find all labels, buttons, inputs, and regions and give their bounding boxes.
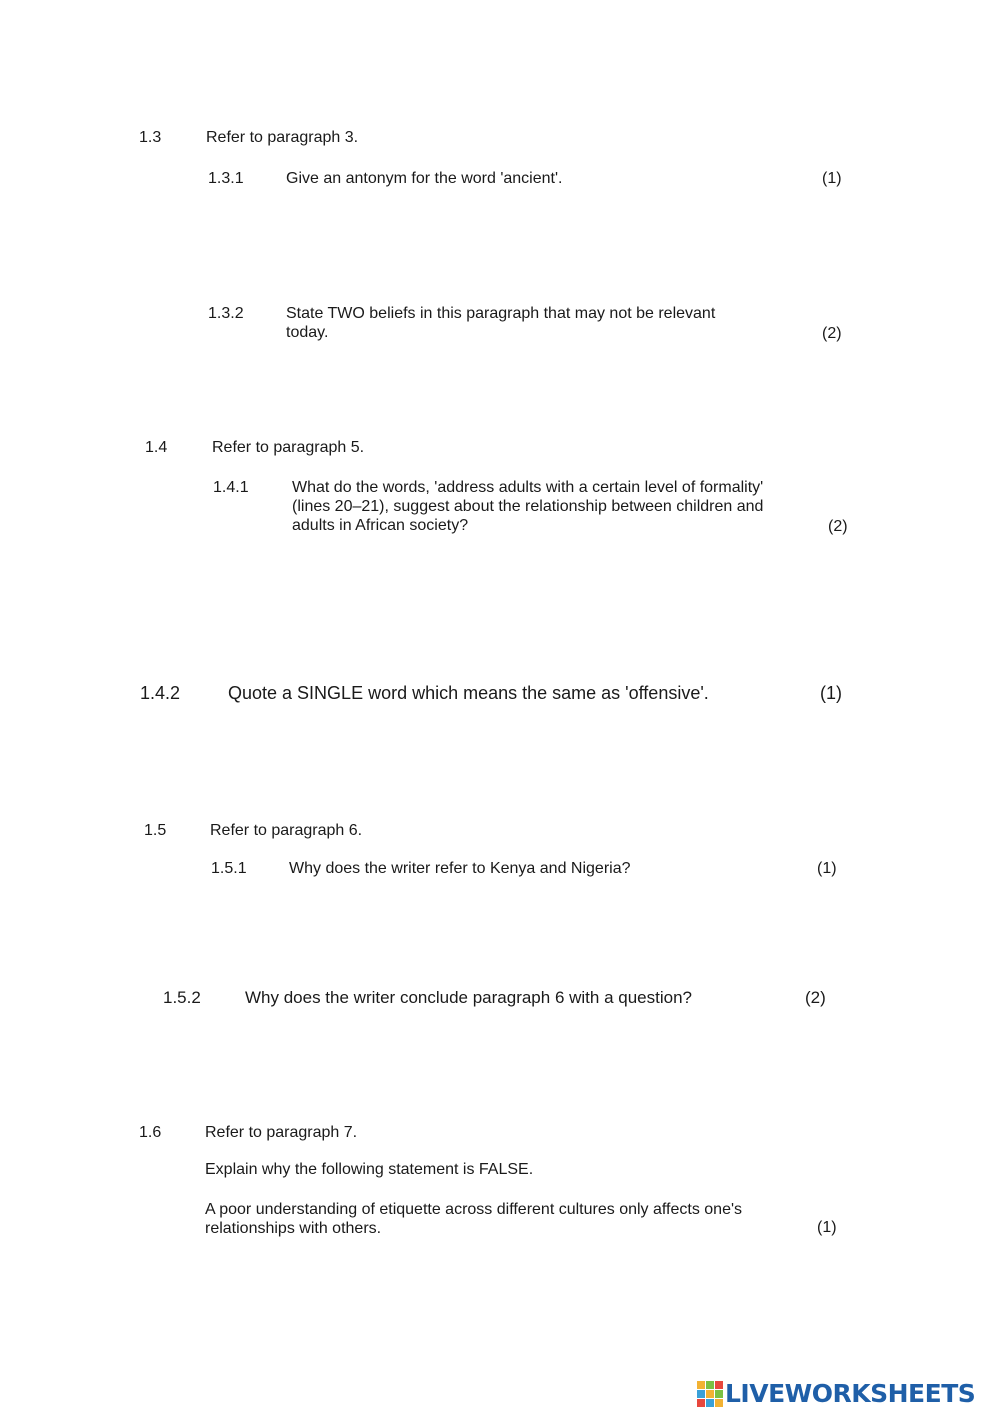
question-instruction: Refer to paragraph 6. — [210, 822, 363, 839]
liveworksheets-logo-text: LIVEWORKSHEETS — [725, 1379, 976, 1408]
subquestion-number: 1.5.1 — [211, 860, 247, 877]
subquestion-text: Why does the writer refer to Kenya and Nigeria? — [289, 860, 631, 877]
subquestion-number: 1.3.2 — [208, 305, 244, 322]
question-instruction: Refer to paragraph 5. — [212, 439, 365, 456]
marks-label: (2) — [822, 325, 842, 342]
subquestion-number: 1.5.2 — [163, 988, 201, 1007]
question-instruction: Refer to paragraph 3. — [206, 129, 359, 146]
marks-label: (2) — [828, 518, 848, 535]
statement-text — [205, 1200, 805, 1238]
text-line: adults in African society? — [292, 517, 469, 534]
text-line: What do the words, 'address adults with a certain level of formality' — [292, 479, 764, 496]
question-number: 1.3 — [139, 129, 162, 146]
question-prompt: Explain why the following statement is FALSE. — [205, 1161, 534, 1178]
text-line: A poor understanding of etiquette across different cultures only affects one's — [205, 1201, 743, 1218]
text-line: State TWO beliefs in this paragraph that may not be relevant — [286, 305, 716, 322]
subquestion-text — [286, 304, 790, 342]
subquestion-number: 1.3.1 — [208, 170, 244, 187]
marks-label: (1) — [817, 1219, 837, 1236]
question-number: 1.6 — [139, 1124, 162, 1141]
subquestion-text: Quote a SINGLE word which means the same as 'offensive'. — [228, 683, 709, 703]
text-line: (lines 20–21), suggest about the relationship between children and — [292, 498, 764, 515]
marks-label: (1) — [817, 860, 837, 877]
question-number: 1.4 — [145, 439, 168, 456]
subquestion-text: Why does the writer conclude paragraph 6 with a question? — [245, 988, 692, 1007]
subquestion-number: 1.4.2 — [140, 683, 181, 703]
subquestion-text — [292, 478, 796, 535]
text-line: today. — [286, 324, 329, 341]
marks-label: (1) — [820, 683, 842, 703]
subquestion-text: Give an antonym for the word 'ancient'. — [286, 170, 563, 187]
question-instruction: Refer to paragraph 7. — [205, 1124, 358, 1141]
text-line: relationships with others. — [205, 1220, 382, 1237]
marks-label: (2) — [805, 988, 826, 1007]
subquestion-number: 1.4.1 — [213, 479, 249, 496]
question-number: 1.5 — [144, 822, 167, 839]
liveworksheets-logo — [697, 1379, 975, 1409]
marks-label: (1) — [822, 170, 842, 187]
liveworksheets-logo-icon — [697, 1381, 723, 1407]
